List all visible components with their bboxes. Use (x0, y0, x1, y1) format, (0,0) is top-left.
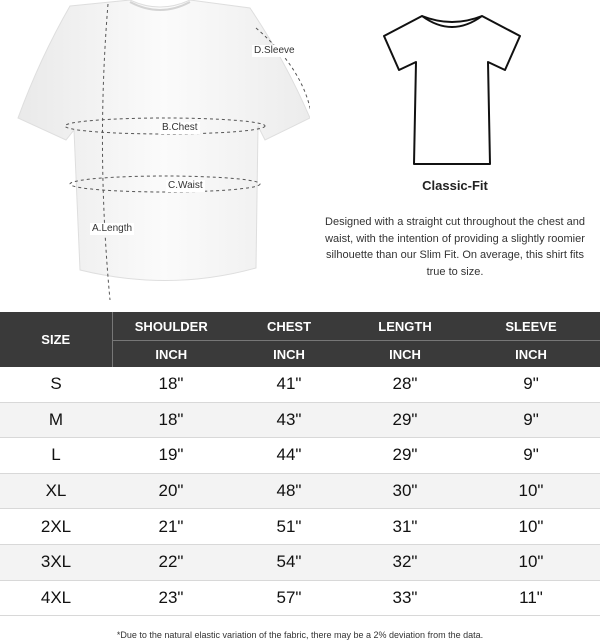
length-cell: 30" (348, 473, 462, 509)
table-row (0, 473, 600, 509)
chest-column-header: CHEST (230, 312, 348, 341)
size-cell: S (0, 367, 112, 402)
table-row (0, 580, 600, 616)
size-column-header: SIZE (0, 312, 112, 367)
chest-cell: 48" (230, 473, 348, 509)
size-cell: XL (0, 473, 112, 509)
shoulder-cell: 22" (112, 544, 230, 580)
shoulder-cell: 20" (112, 473, 230, 509)
waist-label: C.Waist (168, 180, 203, 191)
chest-cell: 41" (230, 367, 348, 402)
chest-cell: 57" (230, 580, 348, 616)
size-cell: 4XL (0, 580, 112, 616)
shoulder-cell: 18" (112, 402, 230, 438)
shoulder-cell: 18" (112, 367, 230, 402)
chest-cell: 51" (230, 509, 348, 545)
product-diagram-area (0, 0, 600, 312)
shirt-body (18, 0, 310, 281)
sleeve-cell: 10" (462, 509, 600, 545)
table-row (0, 438, 600, 474)
table-row (0, 402, 600, 438)
sleeve-column-header: SLEEVE (462, 312, 600, 341)
tshirt-outline-icon (370, 8, 534, 168)
length-column-header: LENGTH (348, 312, 462, 341)
shoulder-cell: 23" (112, 580, 230, 616)
size-cell: 2XL (0, 509, 112, 545)
unit-header: INCH (348, 341, 462, 368)
fit-title: Classic-Fit (422, 178, 488, 193)
unit-header: INCH (230, 341, 348, 368)
table-row (0, 367, 600, 402)
sleeve-cell: 11" (462, 580, 600, 616)
shoulder-cell: 21" (112, 509, 230, 545)
chest-label: B.Chest (162, 122, 198, 133)
unit-header: INCH (112, 341, 230, 368)
sleeve-cell: 9" (462, 367, 600, 402)
size-cell: M (0, 402, 112, 438)
chest-cell: 43" (230, 402, 348, 438)
length-cell: 28" (348, 367, 462, 402)
sleeve-cell: 10" (462, 473, 600, 509)
footnote: *Due to the natural elastic variation of the fabric, there may be a 2% deviation from the data. (116, 630, 484, 640)
sleeve-cell: 10" (462, 544, 600, 580)
size-table (0, 312, 600, 616)
table-row (0, 509, 600, 545)
unit-header: INCH (462, 341, 600, 368)
size-cell: 3XL (0, 544, 112, 580)
table-row (0, 544, 600, 580)
size-cell: L (0, 438, 112, 474)
length-cell: 33" (348, 580, 462, 616)
length-cell: 31" (348, 509, 462, 545)
size-chart (0, 312, 600, 616)
length-label: A.Length (92, 223, 133, 234)
length-cell: 29" (348, 438, 462, 474)
fit-description: Designed with a straight cut throughout the chest and waist, with the intention of providing a slightly roomier silhouette than our Slim Fit. On average, this shirt fits true to size. (325, 216, 585, 278)
shoulder-column-header: SHOULDER (112, 312, 230, 341)
chest-cell: 44" (230, 438, 348, 474)
shoulder-cell: 19" (112, 438, 230, 474)
length-cell: 29" (348, 402, 462, 438)
length-cell: 32" (348, 544, 462, 580)
sleeve-cell: 9" (462, 402, 600, 438)
sleeve-label: D.Sleeve (254, 45, 295, 56)
sleeve-cell: 9" (462, 438, 600, 474)
chest-cell: 54" (230, 544, 348, 580)
